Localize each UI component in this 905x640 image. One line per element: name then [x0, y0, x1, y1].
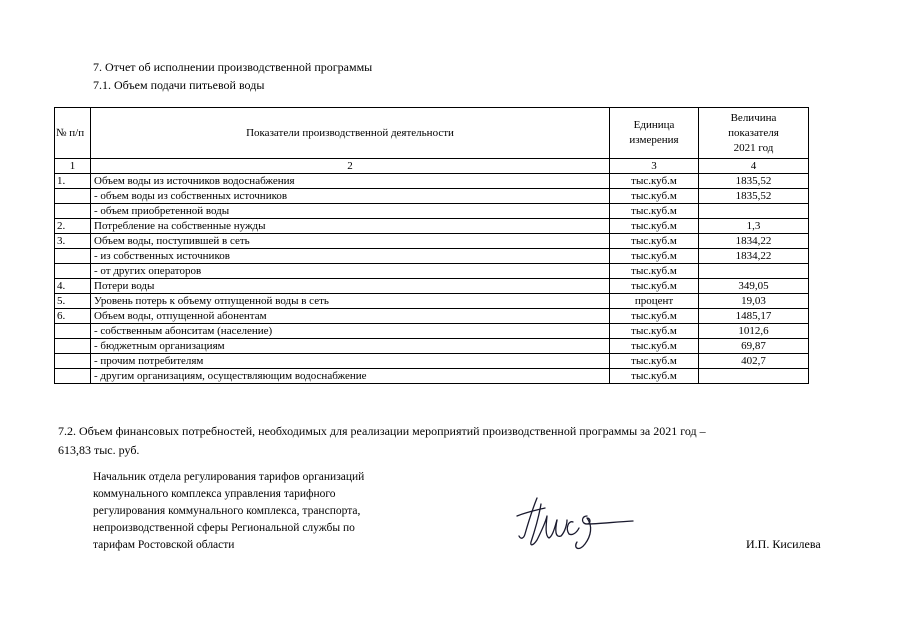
row-number	[55, 264, 91, 279]
col-number: 1	[55, 159, 91, 174]
table-row	[55, 279, 809, 294]
signatory-title-line: непроизводственной сферы Региональной службы по	[93, 522, 355, 534]
row-number	[55, 354, 91, 369]
table-row	[55, 189, 809, 204]
row-value: 349,05	[699, 279, 809, 294]
row-unit: тыс.куб.м	[610, 204, 699, 219]
financial-needs-text	[58, 422, 778, 460]
table-row	[55, 324, 809, 339]
row-number	[55, 249, 91, 264]
row-indicator: - другим организациям, осуществляющим водоснабжение	[91, 369, 610, 384]
row-value: 1835,52	[699, 174, 809, 189]
row-number	[55, 369, 91, 384]
signatory-name: И.П. Кисилева	[746, 537, 821, 551]
header-value-line1: Величина	[730, 111, 777, 124]
row-value	[699, 204, 809, 219]
table-row	[55, 174, 809, 189]
header-value	[699, 108, 809, 159]
row-indicator: - из собственных источников	[91, 249, 610, 264]
signatory-title-line: регулирования коммунального комплекса, транспорта,	[93, 505, 361, 517]
row-unit: тыс.куб.м	[610, 234, 699, 249]
header-unit	[610, 108, 699, 159]
row-indicator: - объем воды из собственных источников	[91, 189, 610, 204]
row-indicator: - собственным абонситам (население)	[91, 324, 610, 339]
row-number: 2.	[55, 219, 91, 234]
table-row	[55, 369, 809, 384]
signatory-title-line: Начальник отдела регулирования тарифов организаций	[93, 471, 365, 483]
water-supply-table	[54, 107, 809, 384]
row-value	[699, 264, 809, 279]
table-row	[55, 219, 809, 234]
header-value-line3: 2021 год	[733, 141, 774, 154]
row-number: 4.	[55, 279, 91, 294]
row-indicator: Объем воды, отпущенной абонентам	[91, 309, 610, 324]
col-number: 2	[91, 159, 610, 174]
row-unit: тыс.куб.м	[610, 264, 699, 279]
row-value: 1834,22	[699, 234, 809, 249]
row-number: 6.	[55, 309, 91, 324]
row-value: 1485,17	[699, 309, 809, 324]
row-indicator: - от других операторов	[91, 264, 610, 279]
row-indicator: Потребление на собственные нужды	[91, 219, 610, 234]
table-row	[55, 294, 809, 309]
row-number	[55, 189, 91, 204]
row-value: 19,03	[699, 294, 809, 309]
row-indicator: - прочим потребителям	[91, 354, 610, 369]
table-row	[55, 339, 809, 354]
table-row	[55, 354, 809, 369]
row-indicator: Объем воды, поступившей в сеть	[91, 234, 610, 249]
section-heading: 7. Отчет об исполнении производственной программы	[93, 60, 373, 74]
row-unit: тыс.куб.м	[610, 324, 699, 339]
table-row	[55, 204, 809, 219]
row-unit: тыс.куб.м	[610, 369, 699, 384]
row-unit: тыс.куб.м	[610, 309, 699, 324]
header-unit-line1: Единица	[633, 119, 675, 131]
header-indicator: Показатели производственной деятельности	[91, 108, 610, 159]
col-number: 4	[699, 159, 809, 174]
section-subheading: 7.1. Объем подачи питьевой воды	[93, 78, 265, 92]
signatory-title	[93, 469, 423, 554]
row-unit: тыс.куб.м	[610, 249, 699, 264]
row-unit: тыс.куб.м	[610, 219, 699, 234]
row-unit: тыс.куб.м	[610, 174, 699, 189]
row-indicator: Уровень потерь к объему отпущенной воды в сеть	[91, 294, 610, 309]
handwritten-signature	[515, 486, 640, 556]
signatory-title-line: тарифам Ростовской области	[93, 539, 235, 551]
row-unit: тыс.куб.м	[610, 189, 699, 204]
row-number	[55, 204, 91, 219]
row-value: 69,87	[699, 339, 809, 354]
row-value	[699, 369, 809, 384]
row-number: 3.	[55, 234, 91, 249]
row-unit: тыс.куб.м	[610, 339, 699, 354]
row-number	[55, 339, 91, 354]
table-row	[55, 309, 809, 324]
header-num: № п/п	[55, 108, 91, 159]
financial-line1: 7.2. Объем финансовых потребностей, необходимых для реализации мероприятий производственной программы за 2021 год –	[58, 424, 706, 438]
signatory-title-line: коммунального комплекса управления тарифного	[93, 488, 336, 500]
row-value: 402,7	[699, 354, 809, 369]
table-row	[55, 264, 809, 279]
header-unit-line2: измерения	[629, 134, 679, 146]
row-number	[55, 324, 91, 339]
table-header-row	[55, 108, 809, 159]
row-indicator: Объем воды из источников водоснабжения	[91, 174, 610, 189]
row-value: 1,3	[699, 219, 809, 234]
row-unit: тыс.куб.м	[610, 279, 699, 294]
row-indicator: - бюджетным организациям	[91, 339, 610, 354]
row-number: 5.	[55, 294, 91, 309]
row-indicator: - объем приобретенной воды	[91, 204, 610, 219]
financial-line2: 613,83 тыс. руб.	[58, 443, 140, 457]
header-value-line2: показателя	[728, 126, 779, 139]
row-value: 1834,22	[699, 249, 809, 264]
row-value: 1012,6	[699, 324, 809, 339]
col-number: 3	[610, 159, 699, 174]
table-row	[55, 234, 809, 249]
row-number: 1.	[55, 174, 91, 189]
table-row	[55, 249, 809, 264]
row-indicator: Потери воды	[91, 279, 610, 294]
column-number-row	[55, 159, 809, 174]
row-unit: тыс.куб.м	[610, 354, 699, 369]
row-value: 1835,52	[699, 189, 809, 204]
row-unit: процент	[610, 294, 699, 309]
